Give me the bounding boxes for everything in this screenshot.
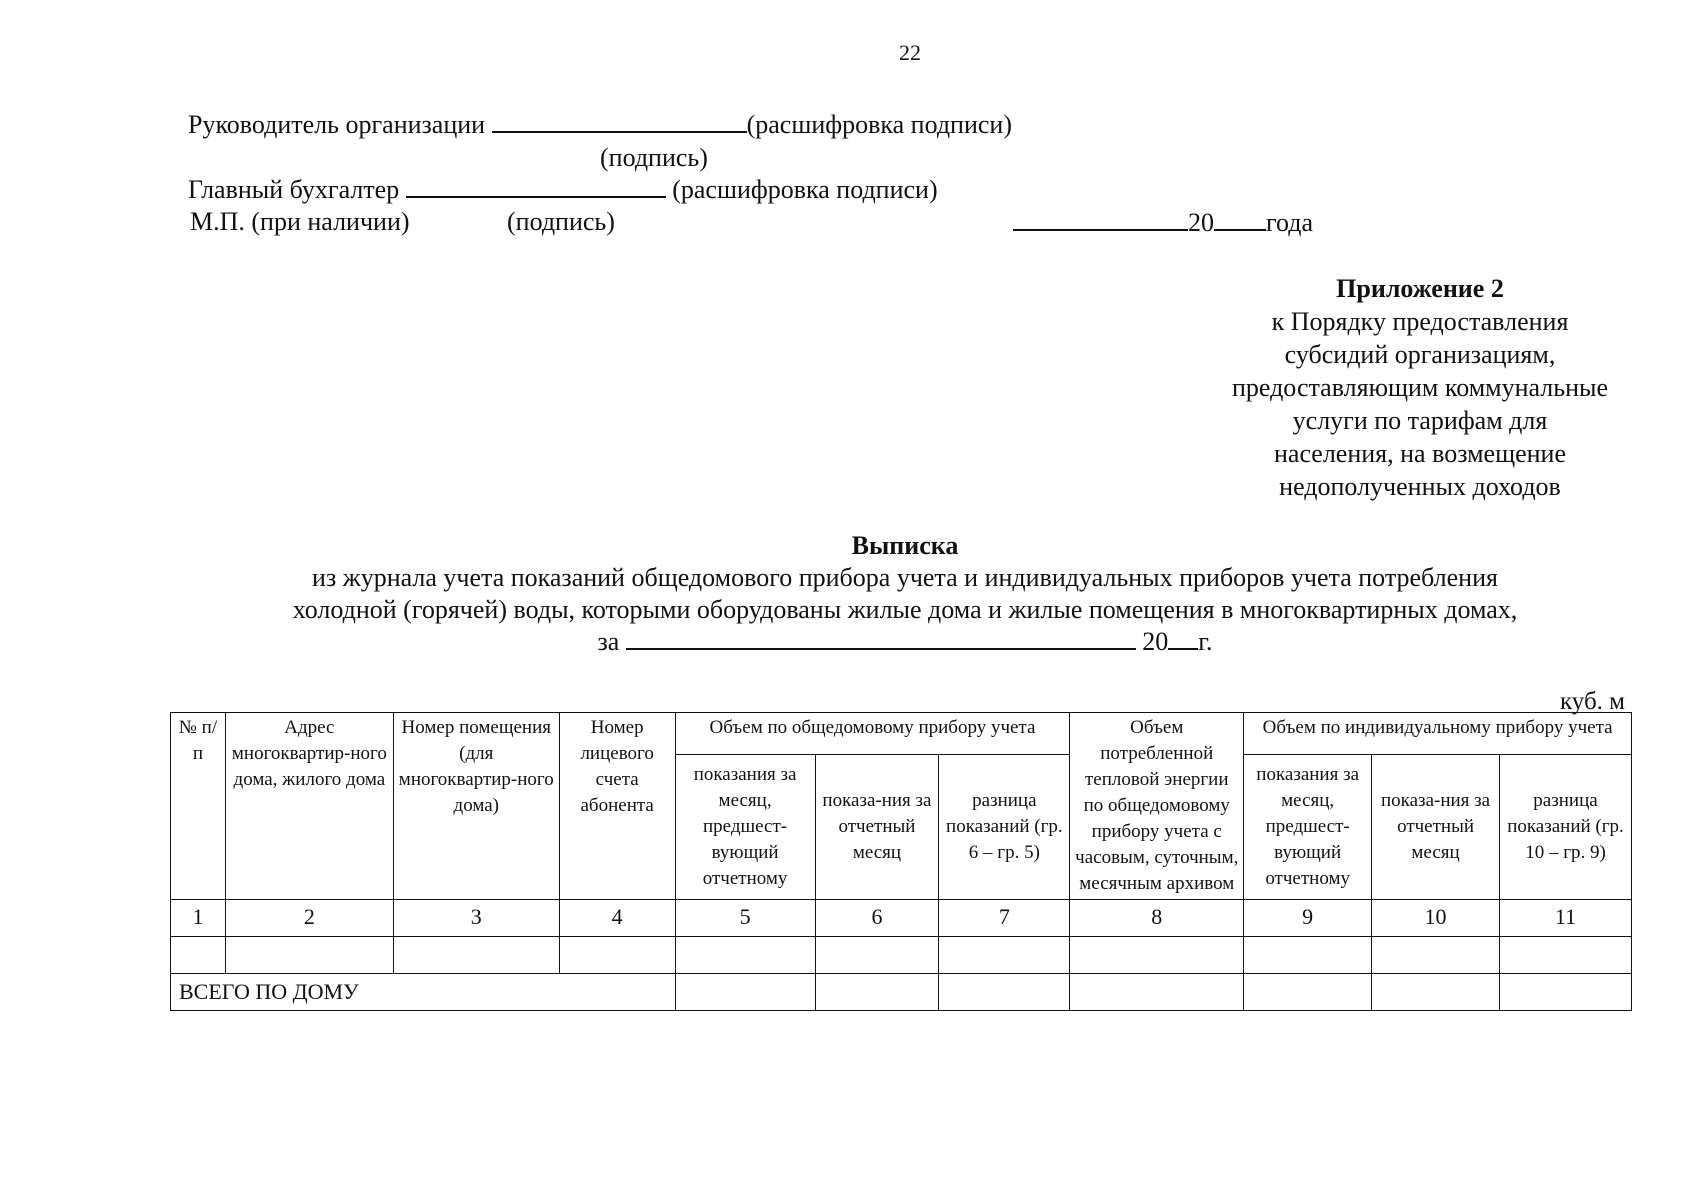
extract-period	[150, 626, 1660, 658]
header-individual-difference: разница показаний (гр. 10 – гр. 9)	[1500, 755, 1632, 900]
column-number: 1	[171, 900, 226, 937]
table-cell[interactable]	[559, 937, 675, 974]
period-prefix: за	[597, 627, 620, 656]
head-signature-line	[188, 110, 1012, 140]
period-year-field[interactable]	[1168, 648, 1198, 650]
stamp-label: М.П. (при наличии)	[190, 207, 410, 236]
appendix-line: предоставляющим коммунальные	[1231, 373, 1609, 402]
header-individual-previous: показания за месяц, предшест-вующий отчетному	[1244, 755, 1372, 900]
header-common-current: показа-ния за отчетный месяц	[815, 755, 939, 900]
appendix-title: Приложение 2	[1336, 274, 1504, 303]
head-sign-caption: (подпись)	[600, 143, 708, 172]
table-cell[interactable]	[1244, 974, 1372, 1011]
header-common-difference: разница показаний (гр. 6 – гр. 5)	[939, 755, 1070, 900]
appendix-line: услуги по тарифам для	[1292, 406, 1548, 435]
extract-line-1: из журнала учета показаний общедомового прибора учета и индивидуальных приборов учета потребления	[312, 563, 1498, 592]
period-year-prefix: 20	[1142, 627, 1169, 656]
accountant-label: Главный бухгалтер	[188, 175, 400, 204]
table-cell[interactable]	[1500, 974, 1632, 1011]
header-address: Адрес многоквартир-ного дома, жилого дома	[225, 713, 393, 900]
header-room-number: Номер помещения (для многоквартир-ного дома)	[393, 713, 559, 900]
table-cell[interactable]	[225, 937, 393, 974]
date-year-suffix: года	[1266, 208, 1314, 237]
total-label: ВСЕГО ПО ДОМУ	[171, 974, 676, 1011]
header-account-number: Номер лицевого счета абонента	[559, 713, 675, 900]
appendix-line: субсидий организациям,	[1284, 340, 1556, 369]
table-cell[interactable]	[939, 937, 1070, 974]
accountant-signature-line	[188, 175, 938, 205]
table-cell[interactable]	[1500, 937, 1632, 974]
head-signature-field[interactable]	[492, 131, 747, 133]
header-individual-meter-group: Объем по индивидуальному прибору учета	[1244, 713, 1632, 755]
header-individual-current: показа-ния за отчетный месяц	[1372, 755, 1500, 900]
appendix-line: недополученных доходов	[1279, 472, 1561, 501]
column-number: 2	[225, 900, 393, 937]
page-number: 22	[899, 40, 921, 65]
date-year-prefix: 20	[1188, 208, 1214, 237]
appendix-line: к Порядку предоставления	[1271, 307, 1569, 336]
table-cell[interactable]	[393, 937, 559, 974]
table-cell[interactable]	[1070, 974, 1244, 1011]
date-year-field[interactable]	[1214, 229, 1266, 231]
table-cell[interactable]	[815, 974, 939, 1011]
total-row	[171, 974, 1632, 1011]
date-day-month-field[interactable]	[1013, 229, 1188, 231]
column-number: 7	[939, 900, 1070, 937]
period-month-field[interactable]	[626, 648, 1136, 650]
column-number: 10	[1372, 900, 1500, 937]
table-cell[interactable]	[815, 937, 939, 974]
header-heat-energy: Объем потребленной тепловой энергии по общедомовому прибору учета с часовым, суточным, месячным архивом	[1070, 713, 1244, 900]
appendix-line: населения, на возмещение	[1273, 439, 1567, 468]
accountant-sign-caption: (подпись)	[507, 207, 615, 236]
extract-title: Выписка	[851, 531, 959, 560]
table-row	[171, 937, 1632, 974]
column-number-row	[171, 900, 1632, 937]
column-number: 11	[1500, 900, 1632, 937]
column-number: 6	[815, 900, 939, 937]
accountant-signature-field[interactable]	[406, 196, 666, 198]
column-number: 4	[559, 900, 675, 937]
table-cell[interactable]	[1372, 974, 1500, 1011]
header-number: № п/п	[171, 713, 226, 900]
table-cell[interactable]	[1244, 937, 1372, 974]
period-suffix: г.	[1198, 627, 1213, 656]
extract-line-2: холодной (горячей) воды, которыми оборудованы жилые дома и жилые помещения в многоквартирных домах,	[292, 595, 1518, 624]
head-label: Руководитель организации	[188, 110, 486, 139]
column-number: 8	[1070, 900, 1244, 937]
accountant-decode-caption: (расшифровка подписи)	[672, 175, 938, 204]
column-number: 9	[1244, 900, 1372, 937]
table-header-row	[171, 713, 1632, 755]
table-cell[interactable]	[1372, 937, 1500, 974]
appendix-header	[1185, 272, 1655, 503]
signature-date	[1013, 208, 1313, 238]
head-decode-caption: (расшифровка подписи)	[746, 110, 1013, 139]
table-cell[interactable]	[675, 974, 815, 1011]
units-label: куб. м	[1560, 688, 1626, 715]
table-cell[interactable]	[939, 974, 1070, 1011]
column-number: 3	[393, 900, 559, 937]
column-number: 5	[675, 900, 815, 937]
table-cell[interactable]	[171, 937, 226, 974]
table-cell[interactable]	[675, 937, 815, 974]
table-cell[interactable]	[1070, 937, 1244, 974]
extract-heading	[150, 530, 1660, 658]
header-common-previous: показания за месяц, предшест-вующий отчетному	[675, 755, 815, 900]
readings-table	[170, 712, 1632, 1011]
header-common-meter-group: Объем по общедомовому прибору учета	[675, 713, 1070, 755]
